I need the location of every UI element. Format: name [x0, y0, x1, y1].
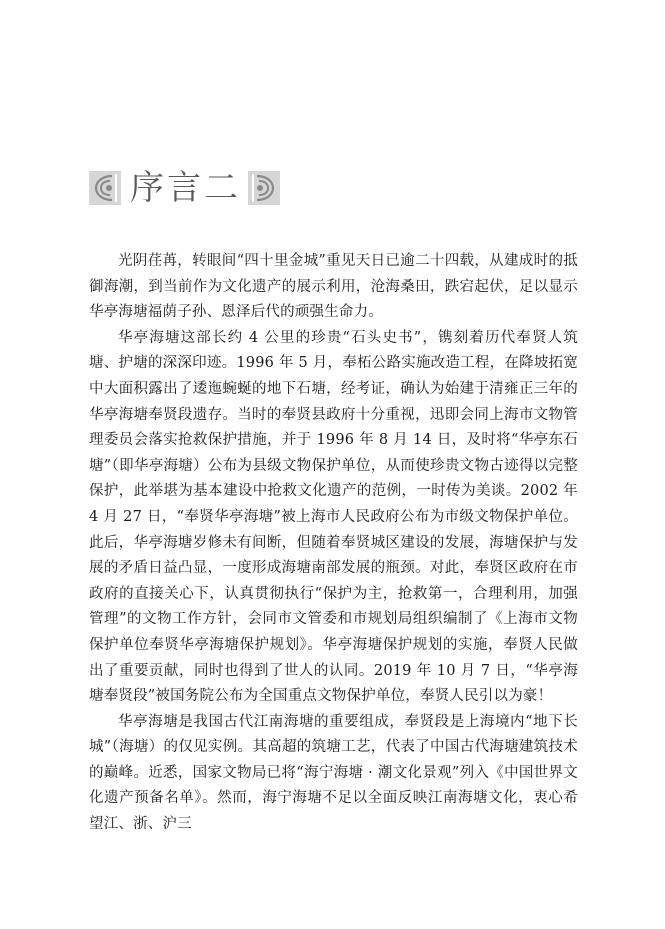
paragraph: 华亭海塘是我国古代江南海塘的重要组成，奉贤段是上海境内“地下长城”（海塘）的仅见实例。其高超的筑塘工艺，代表了中国古代海塘建筑技术的巅峰。近悉，国家文物局已将“海宁海塘 · 潮文化景观”列入《中国世界文化遗产预备名单》。然而，海宁海塘不足以全面反映江南海塘文化，衷心希望江、浙、沪三 [89, 713, 578, 833]
scroll-ornament-left-icon [88, 170, 122, 206]
chapter-title: 序言二 [130, 168, 241, 208]
paragraph: 华亭海塘这部长约 4 公里的珍贵“石头史书”，镌刻着历代奉贤人筑塘、护塘的深深印迹。1996 年 5 月，奉柘公路实施改造工程，在降坡拓宽中大面积露出了逶迤蜿蜒的地下石塘，经考证，确认为始建于清雍正三年的华亭海塘奉贤段遗存。当时的奉贤县政府十分重视，迅即会同上海市文物管理委员会落实抢救保护措施，并于 1996 年 8 月 14 日，及时将“华亭东石塘”（即华亭海塘）公布为县级文物保护单位，从而使珍贵文物古迹得以完整保护，此举堪为基本建设中抢救文化遗产的范例，一时传为美谈。2002 年 4 月 27 日，“奉贤华亭海塘”被上海市人民政府公布为市级文物保护单位。此后，华亭海塘岁修未有间断，但随着奉贤城区建设的发展，海塘保护与发展的矛盾日益凸显，一度形成海塘南部发展的瓶颈。对此，奉贤区政府在市政府的直接关心下，认真贯彻执行“保护为主，抢救第一，合理利用，加强管理”的文物工作方针，会同市文管委和市规划局组织编制了《上海市文物保护单位奉贤华亭海塘保护规划》。华亭海塘保护规划的实施，奉贤人民做出了重要贡献，同时也得到了世人的认同。2019 年 10 月 7 日，“华亭海塘奉贤段”被国务院公布为全国重点文物保护单位，奉贤人民引以为豪！ [89, 329, 578, 705]
chapter-header [88, 168, 281, 208]
paragraph: 光阴荏苒，转眼间“四十里金城”重见天日已逾二十四载，从建成时的抵御海潮，到当前作为文化遗产的展示利用，沧海桑田，跌宕起伏，足以显示华亭海塘福荫子孙、恩泽后代的顽强生命力。 [89, 253, 578, 321]
preface-body [89, 249, 578, 838]
scroll-ornament-right-icon [247, 170, 281, 206]
